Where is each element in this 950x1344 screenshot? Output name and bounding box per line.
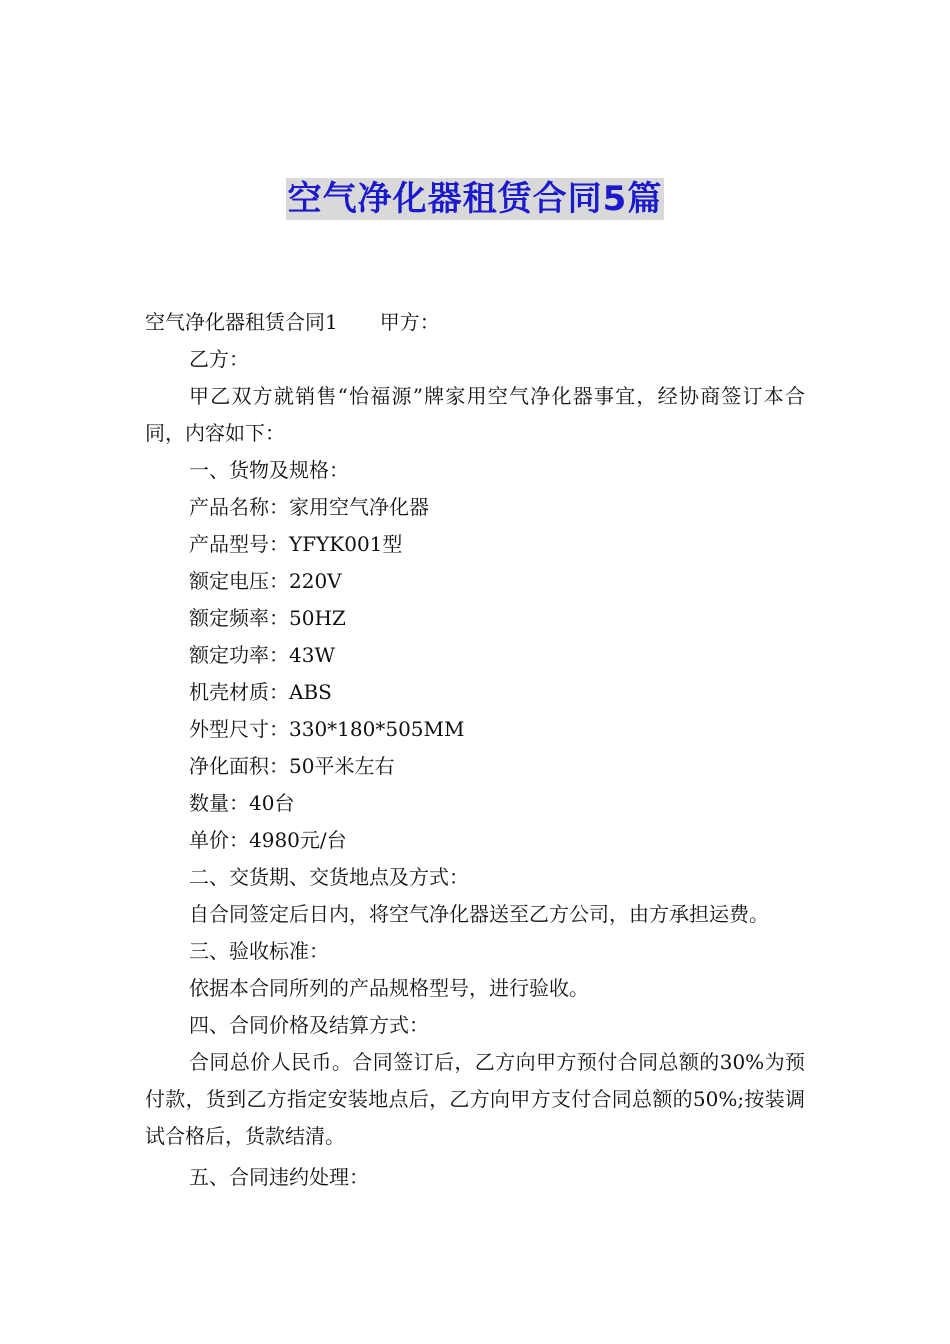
spec-rated-voltage: 额定电压：220V — [189, 569, 342, 593]
title-container — [0, 178, 950, 220]
section-2-heading: 二、交货期、交货地点及方式： — [189, 865, 469, 889]
section-3-text: 依据本合同所列的产品规格型号，进行验收。 — [189, 976, 589, 1000]
spec-unit-price: 单价：4980元/台 — [189, 828, 347, 852]
document-title: 空气净化器租赁合同5篇 — [287, 179, 663, 219]
section-4-text: 合同总价人民币。合同签订后，乙方向甲方预付合同总额的30%为预付款，货到乙方指定安装地点后，乙方向甲方支付合同总额的50%;按装调试合格后，货款结清。 — [145, 1050, 805, 1148]
spec-product-model: 产品型号：YFYK001型 — [189, 532, 403, 556]
party-b-label: 乙方： — [189, 347, 249, 371]
section-3-heading: 三、验收标准： — [189, 939, 329, 963]
contract-heading-line — [145, 304, 805, 341]
document-body — [145, 304, 805, 1196]
spec-rated-power: 额定功率：43W — [189, 643, 336, 667]
intro-paragraph: 甲乙双方就销售“怡福源”牌家用空气净化器事宜，经协商签订本合同，内容如下： — [145, 384, 805, 445]
section-4-heading: 四、合同价格及结算方式： — [189, 1013, 429, 1037]
section-5-heading: 五、合同违约处理： — [189, 1165, 369, 1189]
spec-dimensions: 外型尺寸：330*180*505MM — [189, 717, 465, 741]
contract-heading: 空气净化器租赁合同1 — [145, 310, 338, 334]
section-1-heading: 一、货物及规格： — [189, 458, 349, 482]
spec-quantity: 数量：40台 — [189, 791, 295, 815]
section-2-text: 自合同签定后日内，将空气净化器送至乙方公司，由方承担运费。 — [189, 902, 769, 926]
spec-housing-material: 机壳材质：ABS — [189, 680, 332, 704]
party-a-label: 甲方： — [379, 310, 440, 334]
spec-product-name: 产品名称：家用空气净化器 — [189, 495, 429, 519]
spec-rated-frequency: 额定频率：50HZ — [189, 606, 346, 630]
spec-purification-area: 净化面积：50平米左右 — [189, 754, 395, 778]
